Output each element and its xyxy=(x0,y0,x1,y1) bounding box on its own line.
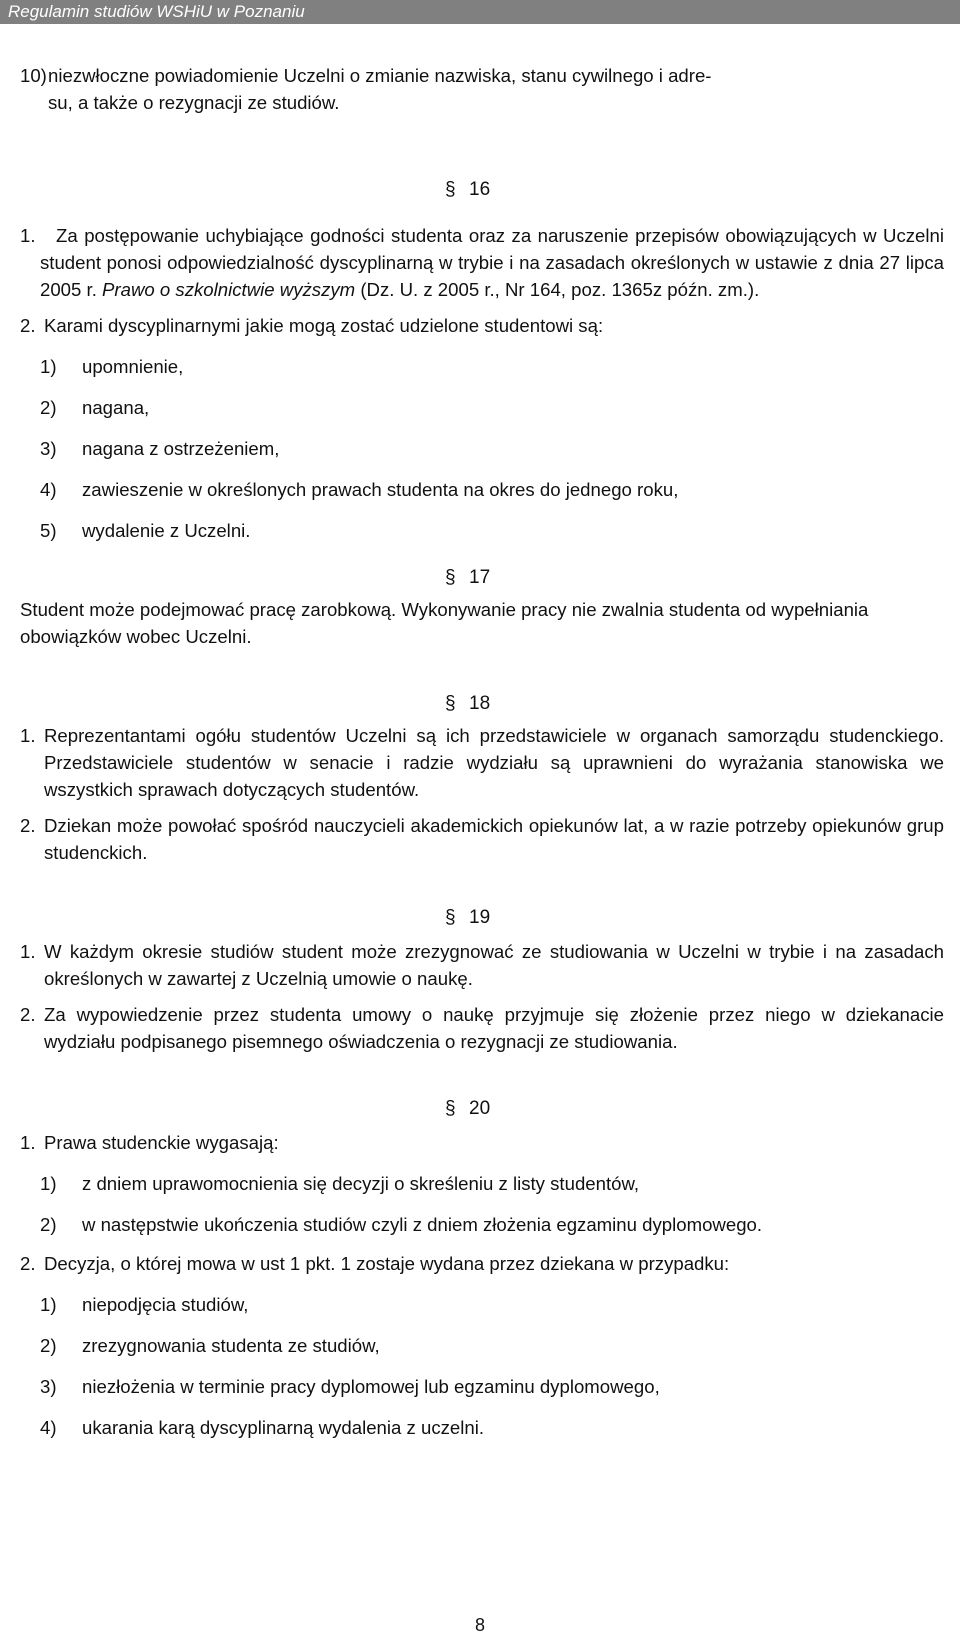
paragraph-text: Decyzja, o której mowa w ust 1 pkt. 1 zostaje wydana przez dziekana w przypadku: xyxy=(44,1253,730,1274)
section-heading-20 xyxy=(445,1095,944,1123)
list-item xyxy=(40,1170,944,1197)
section-mark: § xyxy=(445,1098,456,1119)
paragraph-number: 1. xyxy=(20,225,36,246)
list-item-10 xyxy=(20,62,944,116)
paragraph-number: 2. xyxy=(20,1253,36,1274)
paragraph-number: 1. xyxy=(20,941,36,962)
section-mark: § xyxy=(445,693,456,714)
paragraph-20-2 xyxy=(20,1250,944,1277)
penalties-list xyxy=(20,353,944,544)
paragraph-16-1 xyxy=(20,222,944,303)
list-number: 2) xyxy=(40,1335,57,1356)
section-number: 18 xyxy=(469,693,491,714)
list-number: 2) xyxy=(40,1214,57,1235)
section-number: 16 xyxy=(469,179,491,200)
document-body xyxy=(20,62,944,1441)
list-number: 3) xyxy=(40,1376,57,1397)
section-heading-18 xyxy=(445,690,944,718)
list-number: 1) xyxy=(40,1294,57,1315)
paragraph-16-2 xyxy=(20,312,944,339)
paragraph-number: 1. xyxy=(20,725,36,746)
list-text: nagana, xyxy=(82,397,150,418)
list-item xyxy=(40,1211,944,1238)
list-item xyxy=(40,1373,944,1400)
list-text: w następstwie ukończenia studiów czyli z dniem złożenia egzaminu dyplomowego. xyxy=(82,1214,763,1235)
list-item xyxy=(40,353,944,380)
paragraph-19-2 xyxy=(20,1001,944,1055)
list-number: 1) xyxy=(40,1173,57,1194)
list-number: 4) xyxy=(40,479,57,500)
item-number: 10) xyxy=(20,65,47,86)
list-text: z dniem uprawomocnienia się decyzji o skreśleniu z listy studentów, xyxy=(82,1173,640,1194)
section-number: 19 xyxy=(469,907,491,928)
paragraph-text-part: Za postępowanie uchybiające godności studenta oraz za naruszenie przepisów obowiązujących w Uczelni student ponosi odpowiedzialność dyscyplinarną w trybie i na zasadach określonych w ustawie z dnia 27 lipca 2005 r. xyxy=(40,225,944,300)
list-item xyxy=(40,1332,944,1359)
list-number: 1) xyxy=(40,356,57,377)
list-text: niepodjęcia studiów, xyxy=(82,1294,249,1315)
section-mark: § xyxy=(445,567,456,588)
section-number: 20 xyxy=(469,1098,491,1119)
page-number: 8 xyxy=(474,1615,485,1635)
paragraph-number: 2. xyxy=(20,315,36,336)
list-number: 2) xyxy=(40,397,57,418)
header-title: Regulamin studiów WSHiU w Poznaniu xyxy=(8,2,305,21)
paragraph-text: Dziekan może powołać spośród nauczycieli akademickich opiekunów lat, a w razie potrzeby opiekunów grup studenckich. xyxy=(44,815,944,863)
paragraph-text: W każdym okresie studiów student może zrezygnować ze studiowania w Uczelni w trybie i na zasadach określonych w zawartej z Uczelnią umowie o naukę. xyxy=(44,941,944,989)
section-heading-17 xyxy=(445,564,944,592)
section-number: 17 xyxy=(469,567,491,588)
paragraph-text: Reprezentantami ogółu studentów Uczelni są ich przedstawiciele w organach samorządu studenckiego. Przedstawiciele studentów w senacie i radzie wydziału są uprawnieni do wyrażania stanowiska we wszystkich sprawach dotyczących studentów. xyxy=(44,725,944,800)
paragraph-20-1 xyxy=(20,1129,944,1156)
list-number: 3) xyxy=(40,438,57,459)
list-text: nagana z ostrzeżeniem, xyxy=(82,438,280,459)
item-text-line1: niezwłoczne powiadomienie Uczelni o zmianie nazwiska, stanu cywilnego i adre- xyxy=(48,65,712,86)
paragraph-number: 1. xyxy=(20,1132,36,1153)
paragraph-text-part: (Dz. U. z 2005 r., Nr 164, poz. 1365z późn. zm.). xyxy=(355,279,760,300)
list-text: ukarania karą dyscyplinarną wydalenia z uczelni. xyxy=(82,1417,485,1438)
paragraph-number: 2. xyxy=(20,1004,36,1025)
list-item xyxy=(40,394,944,421)
paragraph-text xyxy=(40,222,944,303)
list-item xyxy=(40,1291,944,1318)
list-text: wydalenie z Uczelni. xyxy=(82,520,251,541)
paragraph-18-2 xyxy=(20,812,944,866)
section-heading-19 xyxy=(445,904,944,932)
list-text: zawieszenie w określonych prawach studenta na okres do jednego roku, xyxy=(82,479,679,500)
list-item xyxy=(40,1414,944,1441)
list-item xyxy=(40,435,944,462)
section-mark: § xyxy=(445,907,456,928)
page-header xyxy=(0,0,960,24)
list-number: 4) xyxy=(40,1417,57,1438)
paragraph-text: Prawa studenckie wygasają: xyxy=(44,1132,279,1153)
list-text: zrezygnowania studenta ze studiów, xyxy=(82,1335,380,1356)
paragraph-text: Karami dyscyplinarnymi jakie mogą zostać udzielone studentowi są: xyxy=(44,315,604,336)
list-item xyxy=(40,517,944,544)
list-item xyxy=(40,476,944,503)
paragraph-number: 2. xyxy=(20,815,36,836)
paragraph-18-1 xyxy=(20,722,944,803)
paragraph-17: Student może podejmować pracę zarobkową. Wykonywanie pracy nie zwalnia studenta od wypełniania obowiązków wobec Uczelni. xyxy=(20,599,869,647)
list-text: upomnienie, xyxy=(82,356,184,377)
list-number: 5) xyxy=(40,520,57,541)
paragraph-19-1 xyxy=(20,938,944,992)
section-heading-16 xyxy=(445,176,944,204)
section-mark: § xyxy=(445,179,456,200)
item-text-line2: su, a także o rezygnacji ze studiów. xyxy=(48,92,340,113)
paragraph-text: Za wypowiedzenie przez studenta umowy o naukę przyjmuje się złożenie przez niego w dziekanacie wydziału podpisanego pisemnego oświadczenia o rezygnacji ze studiowania. xyxy=(44,1004,944,1052)
list-text: niezłożenia w terminie pracy dyplomowej lub egzaminu dyplomowego, xyxy=(82,1376,660,1397)
act-title: Prawo o szkolnictwie wyższym xyxy=(102,279,356,300)
